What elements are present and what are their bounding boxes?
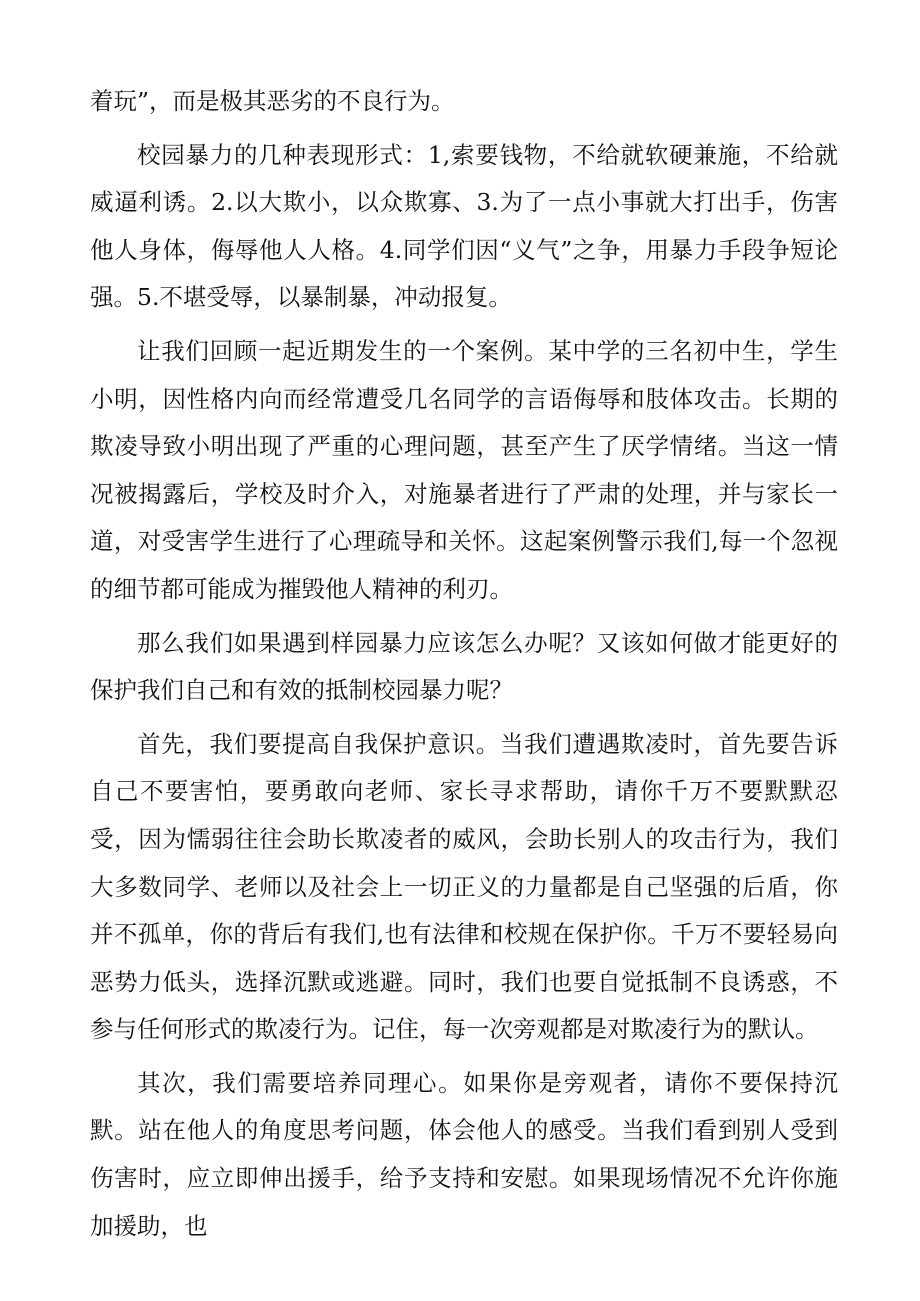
paragraph-forms-of-violence: 校园暴力的几种表现形式：1,索要钱物，不给就软硬兼施，不给就威逼利诱。2.以大欺小，以众欺寡、3.为了一点小事就大打出手，伤害他人身体，侮辱他人人格。4.同学们因“义气”之争，用暴力手段争短论强。5.不堪受辱，以暴制暴，冲动报复。 (90, 140, 838, 312)
paragraph-case-study: 让我们回顾一起近期发生的一个案例。某中学的三名初中生，学生小明，因性格内向而经常遭受几名同学的言语侮辱和肢体攻击。长期的欺凌导致小明出现了严重的心理问题，甚至产生了厌学情绪。当这一情况被揭露后，学校及时介入，对施暴者进行了严肃的处理，并与家长一道，对受害学生进行了心理疏导和关怀。这起案例警示我们,每一个忽视的细节都可能成为摧毁他人精神的利刃。 (90, 336, 838, 603)
paragraph-self-protection: 首先，我们要提高自我保护意识。当我们遭遇欺凌时，首先要告诉自己不要害怕，要勇敢向老师、家长寻求帮助，请你千万不要默默忍受，因为懦弱往往会助长欺凌者的威风，会助长别人的攻击行为，我们大多数同学、老师以及社会上一切正义的力量都是自己坚强的后盾，你并不孤单，你的背后有我们,也有法律和校规在保护你。千万不要轻易向恶势力低头，选择沉默或逃避。同时，我们也要自觉抵制不良诱惑，不参与任何形式的欺凌行为。记住，每一次旁观都是对欺凌行为的默认。 (90, 729, 838, 1044)
paragraph-question: 那么我们如果遇到样园暴力应该怎么办呢？又该如何做才能更好的保护我们自己和有效的抵制校园暴力呢？ (90, 628, 838, 705)
paragraph-empathy: 其次，我们需要培养同理心。如果你是旁观者，请你不要保持沉默。站在他人的角度思考问题，体会他人的感受。当我们看到别人受到伤害时，应立即伸出援手，给予支持和安慰。如果现场情况不允许你施加援助，也 (90, 1068, 838, 1240)
paragraph-continuation: 着玩”，而是极其恶劣的不良行为。 (90, 87, 455, 115)
